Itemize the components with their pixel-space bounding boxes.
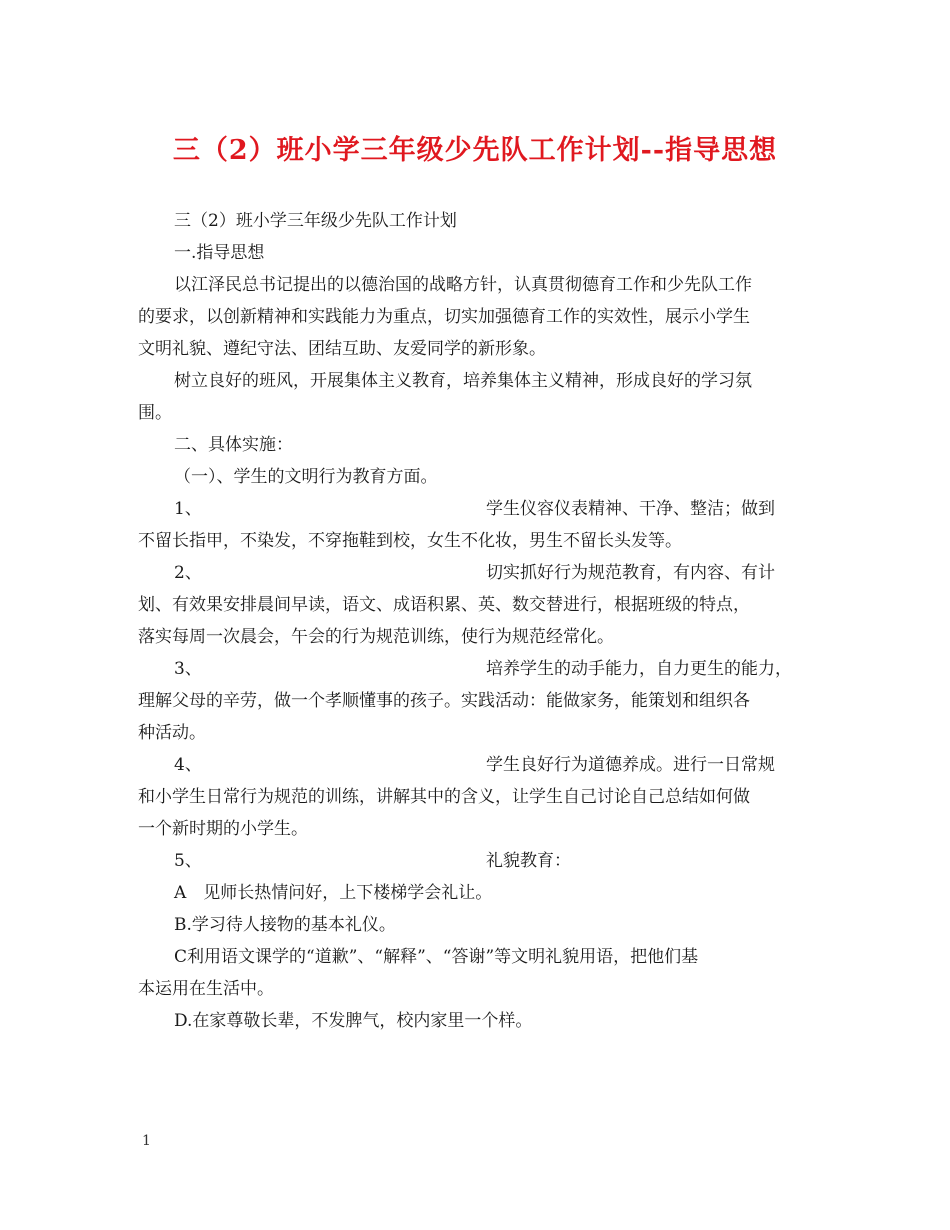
courtesy-item-d: D.在家尊敬长辈，不发脾气，校内家里一个样。	[174, 1011, 533, 1031]
paragraph-line: 以江泽民总书记提出的以德治国的战略方针，认真贯彻德育工作和少先队工作	[174, 275, 752, 295]
item-continuation: 划、有效果安排晨间早读，语文、成语积累、英、数交替进行，根据班级的特点，	[138, 595, 750, 615]
paragraph-class-spirit	[138, 365, 818, 429]
paragraph-line: 文明礼貌、遵纪守法、团结互助、友爱同学的新形象。	[138, 339, 546, 359]
item-text: 学生良好行为道德养成。进行一日常规	[486, 755, 775, 775]
list-item	[138, 493, 818, 557]
item-continuation: 落实每周一次晨会，午会的行为规范训练，使行为规范经常化。	[138, 627, 614, 647]
paragraph-guiding-ideology	[138, 269, 818, 365]
item-continuation: 种活动。	[138, 723, 206, 743]
section-heading-implementation: 二、具体实施：	[174, 435, 293, 455]
item-continuation: 一个新时期的小学生。	[138, 819, 308, 839]
list-item	[138, 653, 818, 749]
item-number: 3、	[174, 659, 202, 679]
item-text: 切实抓好行为规范教育，有内容、有计	[486, 563, 775, 583]
section-heading-guiding-ideology: 一.指导思想	[174, 243, 265, 263]
courtesy-item-b: B.学习待人接物的基本礼仪。	[174, 915, 396, 935]
paragraph-line: 的要求，以创新精神和实践能力为重点，切实加强德育工作的实效性，展示小学生	[138, 307, 750, 327]
item-text: 培养学生的动手能力，自力更生的能力，	[486, 659, 792, 679]
document-subtitle: 三（2）班小学三年级少先队工作计划	[174, 211, 457, 231]
list-item	[138, 845, 818, 877]
item-continuation: 理解父母的辛劳，做一个孝顺懂事的孩子。实践活动：能做家务，能策划和组织各	[138, 691, 750, 711]
item-number: 5、	[174, 851, 202, 871]
item-continuation: 不留长指甲，不染发，不穿拖鞋到校，女生不化妆，男生不留长头发等。	[138, 531, 682, 551]
paragraph-line: 本运用在生活中。	[138, 979, 274, 999]
document-title: 三（2）班小学三年级少先队工作计划--指导思想	[172, 135, 778, 166]
item-number: 1、	[174, 499, 202, 519]
list-item	[138, 749, 818, 845]
paragraph-line: 树立良好的班风，开展集体主义教育，培养集体主义精神，形成良好的学习氛	[174, 371, 752, 391]
item-text: 学生仪容仪表精神、干净、整洁；做到	[486, 499, 775, 519]
subsection-heading-civil-behavior: （一）、学生的文明行为教育方面。	[174, 467, 438, 487]
document-body	[138, 205, 818, 1037]
courtesy-item-c	[138, 941, 818, 1005]
item-number: 4、	[174, 755, 202, 775]
item-number: 2、	[174, 563, 202, 583]
item-text: 礼貌教育：	[486, 851, 571, 871]
item-continuation: 和小学生日常行为规范的训练，讲解其中的含义，让学生自己讨论自己总结如何做	[138, 787, 750, 807]
paragraph-line: 围。	[138, 403, 172, 423]
list-item	[138, 557, 818, 653]
paragraph-line: C利用语文课学的“道歉”、“解释”、“答谢”等文明礼貌用语，把他们基	[174, 947, 699, 967]
courtesy-item-a: A 见师长热情问好，上下楼梯学会礼让。	[174, 883, 493, 903]
page-number: 1	[142, 1133, 151, 1149]
